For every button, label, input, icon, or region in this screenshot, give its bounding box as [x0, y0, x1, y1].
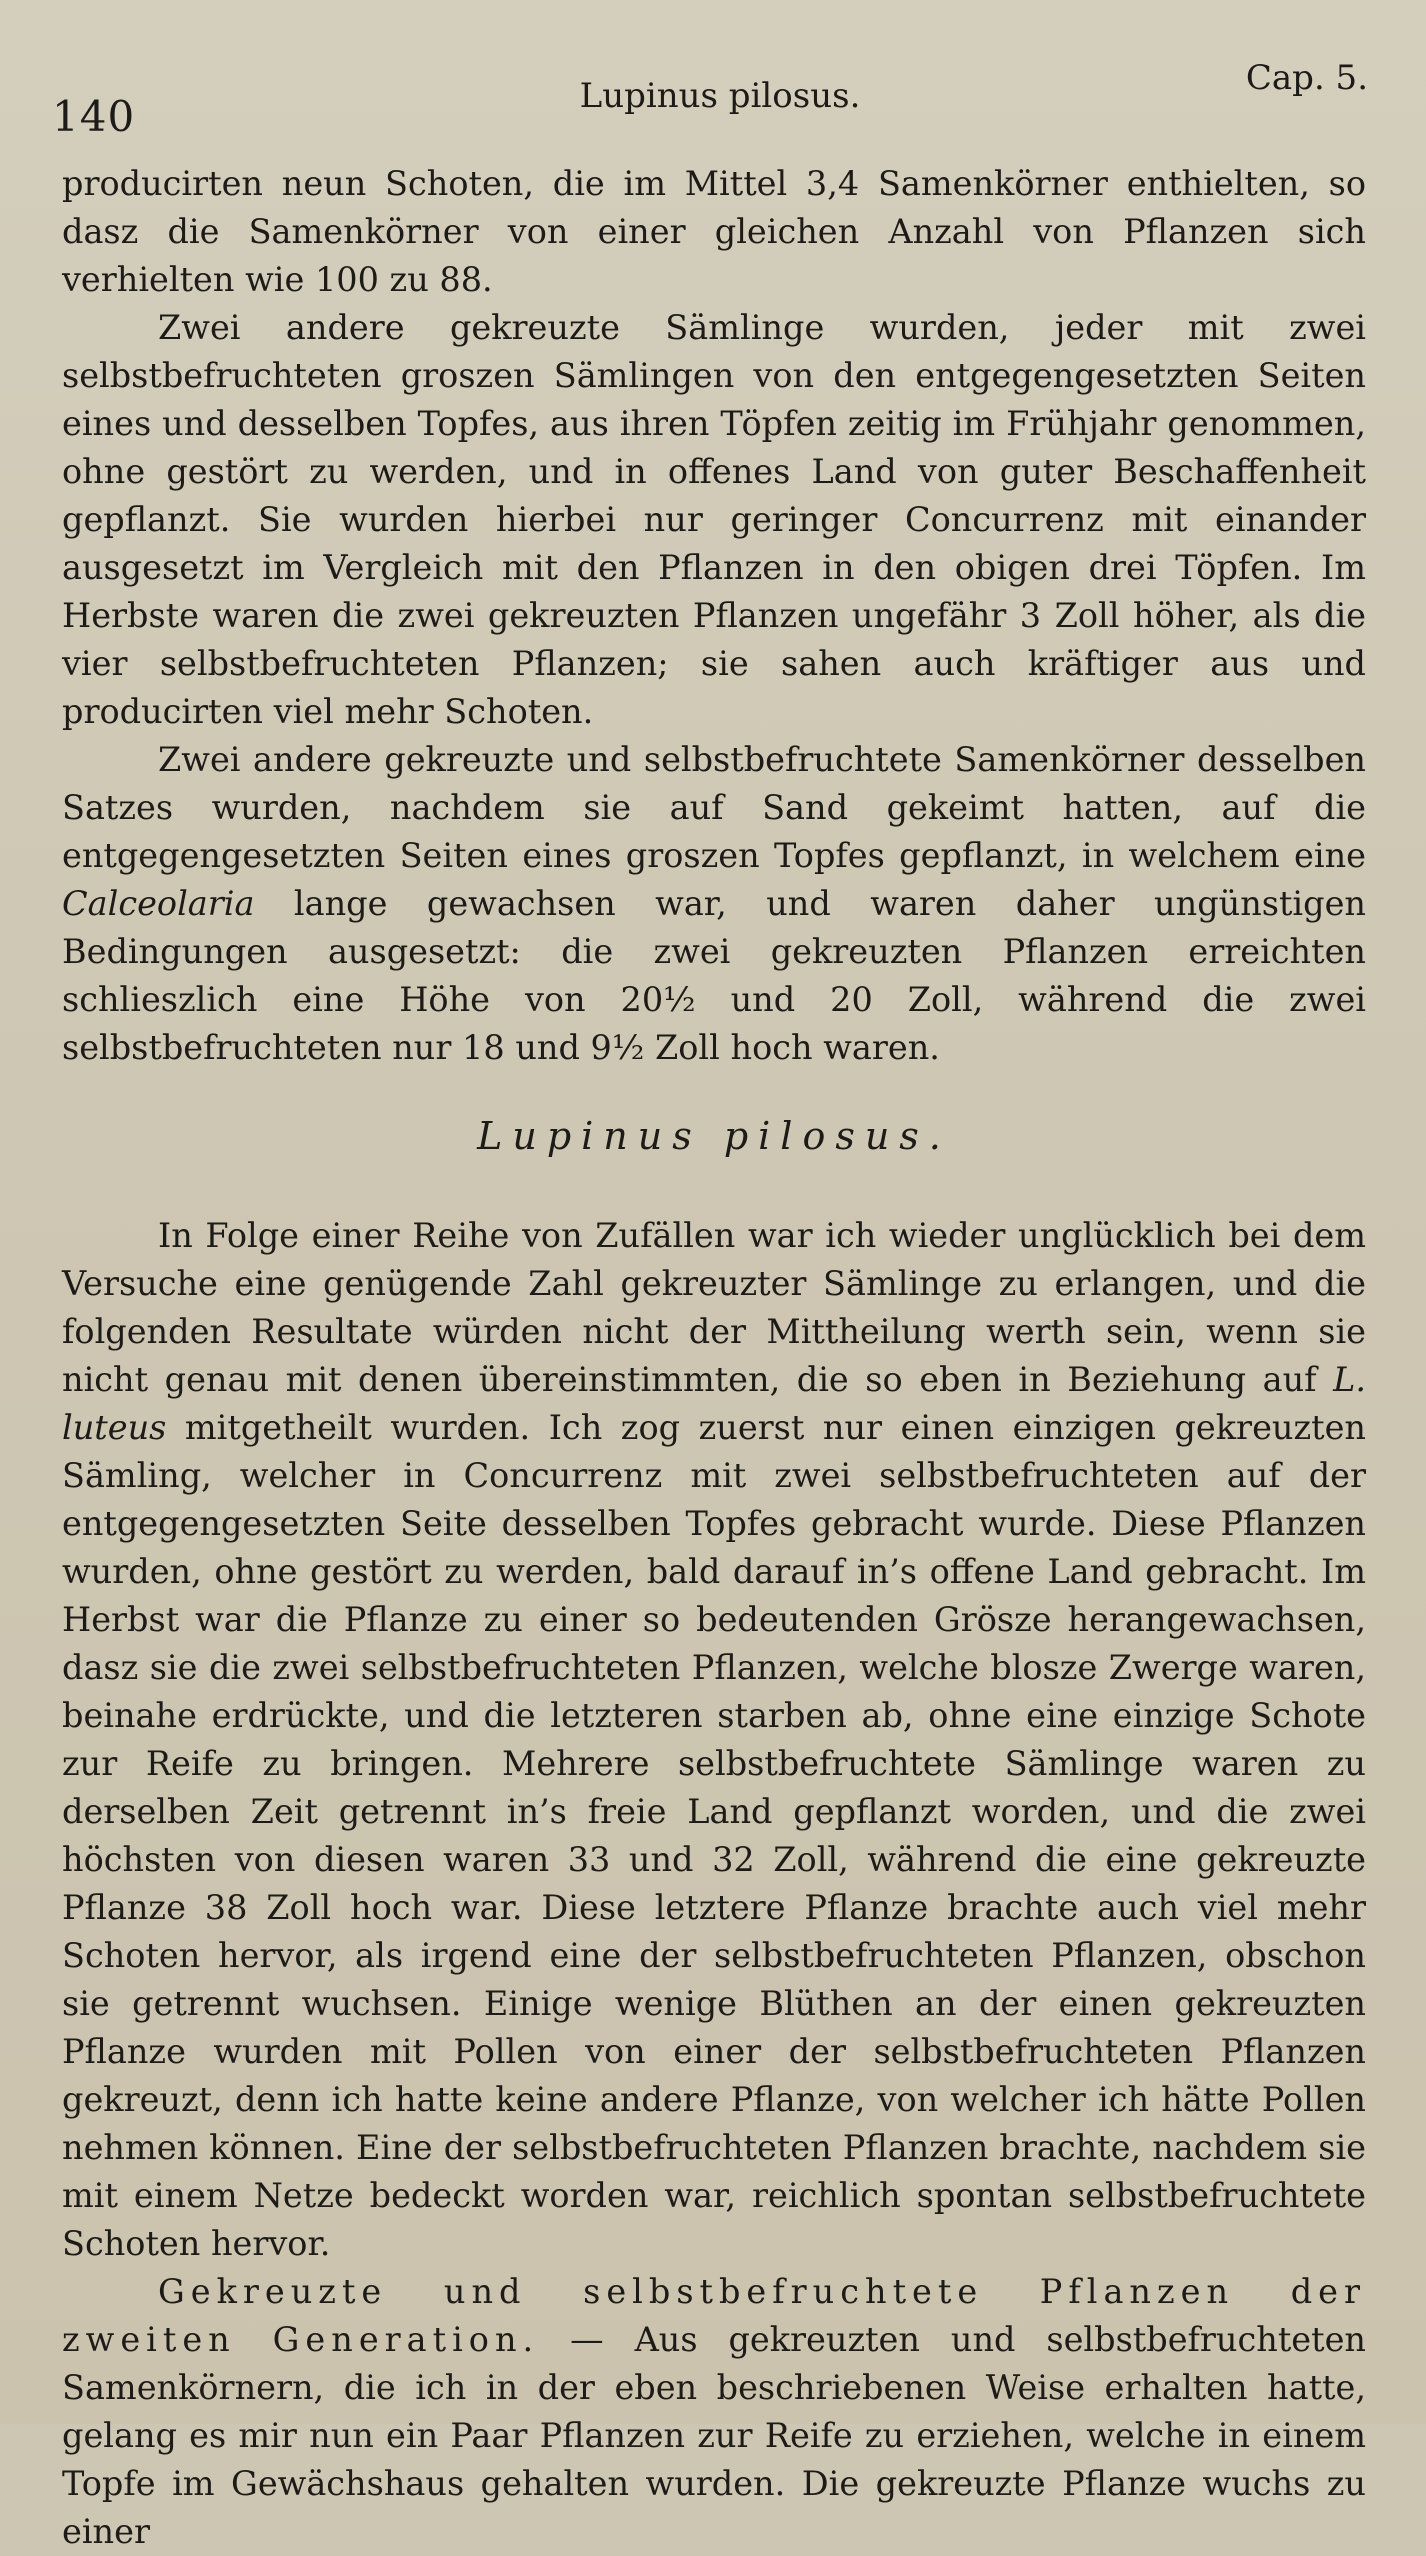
species-name-italic: L. luteus — [62, 1360, 1366, 1447]
paragraph-lupinus-pilosus — [62, 1212, 1366, 2268]
page-header — [52, 58, 1368, 141]
paragraph-continuation: producirten neun Schoten, die im Mittel 3,4 Samenkörner enthielten, so dasz die Samenkörner von einer gleichen Anzahl von Pflanzen sich verhielten wie 100 zu 88. — [62, 164, 1366, 299]
paragraph-second-generation — [62, 2268, 1366, 2556]
species-name-italic: Calceolaria — [62, 884, 255, 923]
paragraph-text: lange gewachsen war, und waren daher ungünstigen Bedingungen ausgesetzt: die zwei gekreuzten Pflanzen erreichten schlieszlich eine Höhe von 20½ und 20 Zoll, während die zwei selbstbefruchteten nur 18 und 9½ Zoll hoch waren. — [62, 884, 1366, 1067]
body-text — [62, 160, 1366, 2556]
running-title: Lupinus pilosus. — [579, 76, 861, 116]
paragraph-text: Zwei andere gekreuzte und selbstbefruchtete Samenkörner desselben Satzes wurden, nachdem sie auf Sand gekeimt hatten, auf die entgegengesetzten Seiten eines groszen Topfes gepflanzt, in welchem eine — [62, 740, 1366, 875]
paragraph-field-plants: Zwei andere gekreuzte Sämlinge wurden, jeder mit zwei selbstbefruchteten groszen Sämlingen von den entgegengesetzten Seiten eines und desselben Topfes, aus ihren Töpfen zeitig im Frühjahr genommen, ohne gestört zu werden, und in offenes Land von guter Beschaffenheit gepflanzt. Sie wurden hierbei nur geringer Concurrenz mit einander ausgesetzt im Vergleich mit den Pflanzen in den obigen drei Töpfen. Im Herbste waren die zwei gekreuzten Pflanzen ungefähr 3 Zoll höher, als die vier selbstbefruchteten Pflanzen; sie sahen auch kräftiger aus und producirten viel mehr Schoten. — [62, 308, 1366, 731]
subsection-heading-spaced: Gekreuzte und selbstbefruchtete Pflanzen der zweiten Generation. — [62, 2272, 1366, 2359]
paragraph-calceolaria-pot — [62, 736, 1366, 1072]
chapter-label: Cap. 5. — [1245, 58, 1368, 98]
paragraph-text: mitgetheilt wurden. Ich zog zuerst nur einen einzigen gekreuzten Sämling, welcher in Concurrenz mit zwei selbstbefruchteten auf der entgegengesetzten Seite desselben Topfes gebracht wurde. Diese Pflanzen wurden, ohne gestört zu werden, bald darauf in’s offene Land gebracht. Im Herbst war die Pflanze zu einer so bedeutenden Grösze herangewachsen, dasz sie die zwei selbstbefruchteten Pflanzen, welche blosze Zwerge waren, beinahe erdrückte, und die letzteren starben ab, ohne eine einzige Schote zur Reife zu bringen. Mehrere selbstbefruchtete Sämlinge waren zu derselben Zeit getrennt in’s freie Land gepflanzt worden, und die zwei höchsten von diesen waren 33 und 32 Zoll, während die eine gekreuzte Pflanze 38 Zoll hoch war. Diese letztere Pflanze brachte auch viel mehr Schoten hervor, als irgend eine der selbstbefruchteten Pflanzen, obschon sie getrennt wuchsen. Einige wenige Blüthen an der einen gekreuzten Pflanze wurden mit Pollen von einer der selbstbefruchteten Pflanzen gekreuzt, denn ich hatte keine andere Pflanze, von welcher ich hätte Pollen nehmen können. Eine der selbstbefruchteten Pflanzen brachte, nachdem sie mit einem Netze bedeckt worden war, reichlich spontan selbstbefruchtete Schoten hervor. — [62, 1408, 1366, 2263]
paragraph-text: In Folge einer Reihe von Zufällen war ich wieder unglücklich bei dem Versuche eine genügende Zahl gekreuzter Sämlinge zu erlangen, und die folgenden Resultate würden nicht der Mittheilung werth sein, wenn sie nicht genau mit denen übereinstimmten, die so eben in Beziehung auf — [62, 1216, 1366, 1399]
section-heading: Lupinus pilosus. — [477, 1114, 951, 1158]
paragraph-text: — Aus gekreuzten und selbstbefruchteten Samenkörnern, die ich in der eben beschriebenen Weise erhalten hatte, gelang es mir nun ein Paar Pflanzen zur Reife zu erziehen, welche in einem Topfe im Gewächshaus gehalten wurden. Die gekreuzte Pflanze wuchs zu einer — [62, 2320, 1366, 2551]
page-number: 140 — [52, 92, 136, 141]
